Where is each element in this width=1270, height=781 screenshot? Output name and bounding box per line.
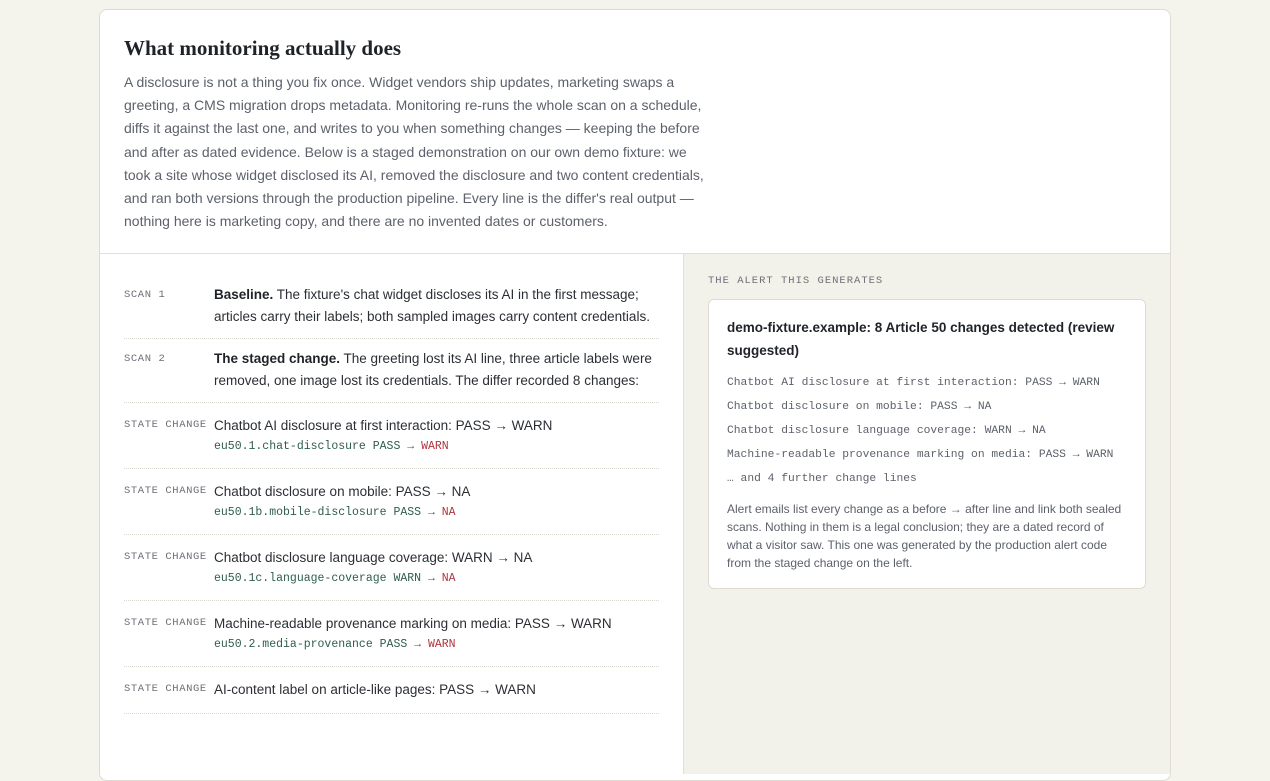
from-state: WARN	[393, 572, 422, 585]
change-title: Chatbot disclosure on mobile: PASS → NA	[214, 484, 471, 499]
alert-change-line: Machine-readable provenance marking on media: PASS → WARN	[727, 449, 1114, 461]
arrow: →	[407, 440, 415, 453]
alert-note: Alert emails list every change as a before → after line and link both sealed scans. Nothing in them is a legal conclusion; they are a dated record of what a visitor saw. This one was generated by the production alert code from the staged change on the left.	[727, 502, 1122, 570]
alert-subject: demo-fixture.example: 8 Article 50 changes detected (review suggested)	[727, 320, 1115, 358]
state-change-tag: STATE CHANGE	[124, 617, 207, 629]
to-state: NA	[441, 572, 456, 585]
alert-panel	[684, 254, 1170, 774]
to-state: WARN	[427, 638, 456, 651]
alert-more-line: … and 4 further change lines	[727, 473, 917, 485]
change-check-code	[214, 504, 659, 522]
scan-description	[214, 284, 659, 328]
alert-email-preview	[708, 299, 1146, 589]
check-id: eu50.2.media-provenance	[214, 638, 373, 651]
state-change-row	[124, 535, 659, 601]
scan-description	[214, 348, 659, 392]
change-title: Chatbot disclosure language coverage: WARN → NA	[214, 550, 533, 565]
demo-split	[100, 254, 1170, 774]
alert-panel-label: THE ALERT THIS GENERATES	[708, 275, 884, 287]
arrow: →	[414, 638, 422, 651]
arrow: →	[427, 572, 435, 585]
from-state: PASS	[393, 506, 422, 519]
from-state: PASS	[372, 440, 401, 453]
state-change-tag: STATE CHANGE	[124, 551, 207, 563]
scan-text: The greeting lost its AI line, three article labels were removed, one image lost its credentials. The differ recorded 8 changes:	[214, 351, 652, 388]
state-change-tag: STATE CHANGE	[124, 419, 207, 431]
state-change-tag: STATE CHANGE	[124, 485, 207, 497]
alert-change-line: Chatbot disclosure on mobile: PASS → NA	[727, 401, 992, 413]
state-change-row	[124, 667, 659, 714]
state-change-tag: STATE CHANGE	[124, 683, 207, 695]
section-title: What monitoring actually does	[124, 36, 402, 60]
change-check-code	[214, 438, 659, 456]
change-title: Chatbot AI disclosure at first interaction: PASS → WARN	[214, 418, 553, 433]
state-change-row	[124, 469, 659, 535]
check-id: eu50.1.chat-disclosure	[214, 440, 366, 453]
scan-timeline	[100, 254, 684, 774]
scan-text: The fixture's chat widget discloses its AI in the first message; articles carry their labels; both sampled images carry content credentials.	[214, 287, 650, 324]
to-state: NA	[441, 506, 456, 519]
scan-tag: SCAN 2	[124, 353, 166, 365]
change-title: AI-content label on article-like pages: PASS → WARN	[214, 682, 536, 697]
scan-1-row	[124, 254, 659, 339]
monitoring-card	[99, 9, 1171, 781]
from-state: PASS	[379, 638, 408, 651]
change-check-code	[214, 636, 659, 654]
scan-lead: Baseline.	[214, 287, 274, 302]
check-id: eu50.1c.language-coverage	[214, 572, 387, 585]
scan-2-row	[124, 339, 659, 403]
change-check-code	[214, 570, 659, 588]
scan-lead: The staged change.	[214, 351, 341, 366]
arrow: →	[427, 506, 435, 519]
intro-section	[100, 10, 1170, 254]
intro-paragraph: A disclosure is not a thing you fix once. Widget vendors ship updates, marketing swaps a greeting, a CMS migration drops metadata. Monitoring re-runs the whole scan on a schedule, diffs it against the last one, and writes to you when something changes — keeping the before and after as dated evidence. Below is a staged demonstration on our own demo fixture: we took a site whose widget disclosed its AI, removed the disclosure and two content credentials, and ran both versions through the production pipeline. Every line is the differ's real output — nothing here is marketing copy, and there are no invented dates or customers.	[124, 74, 704, 230]
alert-change-line: Chatbot AI disclosure at first interaction: PASS → WARN	[727, 377, 1100, 389]
to-state: WARN	[421, 440, 449, 453]
state-change-row	[124, 601, 659, 667]
scan-tag: SCAN 1	[124, 289, 166, 301]
check-id: eu50.1b.mobile-disclosure	[214, 506, 387, 519]
state-change-row	[124, 403, 659, 469]
change-title: Machine-readable provenance marking on media: PASS → WARN	[214, 616, 612, 631]
alert-change-line: Chatbot disclosure language coverage: WARN → NA	[727, 425, 1046, 437]
